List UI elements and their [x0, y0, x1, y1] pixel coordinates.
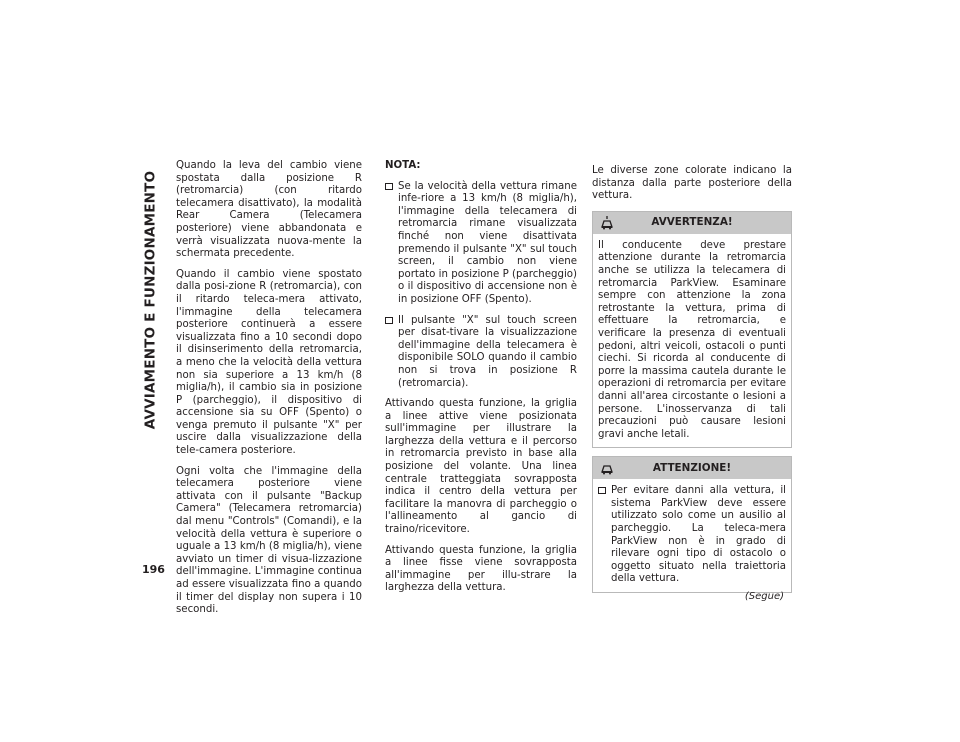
column-2 — [385, 160, 577, 603]
caution-header — [593, 457, 791, 479]
column-1 — [176, 160, 362, 625]
warning-header — [593, 212, 791, 234]
checkbox-bullet-icon — [385, 183, 393, 190]
paragraph: Quando il cambio viene spostato dalla posi-zione R (retromarcia), con il ritardo teleca-mera attivato, l'immagine della telecamera posteriore continuerà a essere visualizzata fino a 10 secondi dopo il disinserimento della retromarcia, a meno che la velocità della vettura non sia superiore a 13 km/h (8 miglia/h), il cambio sia in posizione P (parcheggio), il dispositivo di accensione sia su OFF (Spento) o venga premuto il pulsante "X" per uscire dalla visualizzazione della tele-camera posteriore. — [176, 268, 362, 457]
warning-text: Il conducente deve prestare attenzione durante la retromarcia anche se utilizza la telecamera di retromarcia ParkView. Esaminare sempre con attenzione la zona retrostante la vettura, prima di effettuare la retromarcia, e verificare la presenza di eventuali pedoni, altri veicoli, ostacoli o punti ciechi. Si ricorda al conducente di porre la massima cautela durante le operazioni di retromarcia per evitare danni all'area circostante o lesioni a persone. L'inosservanza di tali precauzioni può causare lesioni gravi anche letali. — [598, 239, 786, 440]
caution-car-icon — [599, 460, 615, 476]
paragraph: Attivando questa funzione, la griglia a linee fisse viene sovrapposta all'immagine per illu-strare la larghezza della vettura. — [385, 544, 577, 594]
paragraph: Le diverse zone colorate indicano la distanza dalla parte posteriore della vettura. — [592, 165, 792, 202]
page-number: 196 — [142, 563, 165, 576]
bullet-text: Se la velocità della vettura rimane infe-riore a 13 km/h (8 miglia/h), l'immagine della telecamera di retromarcia rimane visualizzata finché non viene disattivata premendo il pulsante "X" sul touch screen, il cambio non viene portato in posizione P (parcheggio) o il dispositivo di accensione non è in posizione OFF (Spento). — [398, 180, 577, 305]
caution-title: ATTENZIONE! — [652, 461, 732, 474]
caution-box — [592, 456, 792, 593]
paragraph: Attivando questa funzione, la griglia a linee attive viene posizionata sull'immagine per illustrare la larghezza della vettura e il percorso in retromarcia previsto in base alla posizione del volante. Una linea centrale tratteggiata sovrapposta indica il centro della vettura per facilitare la manovra di parcheggio o l'allineamento al gancio di traino/ricevitore. — [385, 398, 577, 536]
bullet-text: Per evitare danni alla vettura, il sistema ParkView deve essere utilizzato solo come un ausilio al parcheggio. La teleca-mera ParkView non è in grado di rilevare ogni tipo di ostacolo o oggetto situato nella traiettoria della vettura. — [611, 485, 786, 585]
paragraph: Quando la leva del cambio viene spostata dalla posizione R (retromarcia) (con ritardo telecamera disattivato), la modalità Rear Camera (Telecamera posteriore) viene abbandonata e verrà visualizzata nuova-mente la schermata precedente. — [176, 160, 362, 260]
checkbox-bullet-icon — [385, 317, 393, 324]
bullet-item — [385, 181, 577, 307]
bullet-item — [385, 315, 577, 391]
warning-box — [592, 211, 792, 449]
bullet-text: Il pulsante "X" sul touch screen per disat-tivare la visualizzazione dell'immagine della telecamera è disponibile SOLO quando il cambio non si trova in posizione R (retromarcia). — [398, 314, 577, 389]
paragraph: Ogni volta che l'immagine della telecamera posteriore viene attivata con il pulsante "Backup Camera" (Telecamera retromarcia) dal menu "Controls" (Comandi), e la velocità della vettura è superiore o uguale a 13 km/h (8 miglia/h), viene avviato un timer di visua-lizzazione dell'immagine. L'immagine continua ad essere visualizzata fino a quando il timer del display non supera i 10 secondi. — [176, 465, 362, 616]
note-heading: NOTA: — [385, 160, 421, 171]
section-title-text: AVVIAMENTO E FUNZIONAMENTO — [142, 170, 158, 430]
checkbox-bullet-icon — [598, 487, 606, 494]
continued-label: (Segue) — [744, 591, 784, 603]
section-side-title — [140, 170, 160, 430]
warning-title: AVVERTENZA! — [651, 216, 733, 229]
bullet-item — [598, 485, 786, 586]
warning-car-icon — [599, 215, 615, 231]
column-3 — [592, 165, 792, 604]
